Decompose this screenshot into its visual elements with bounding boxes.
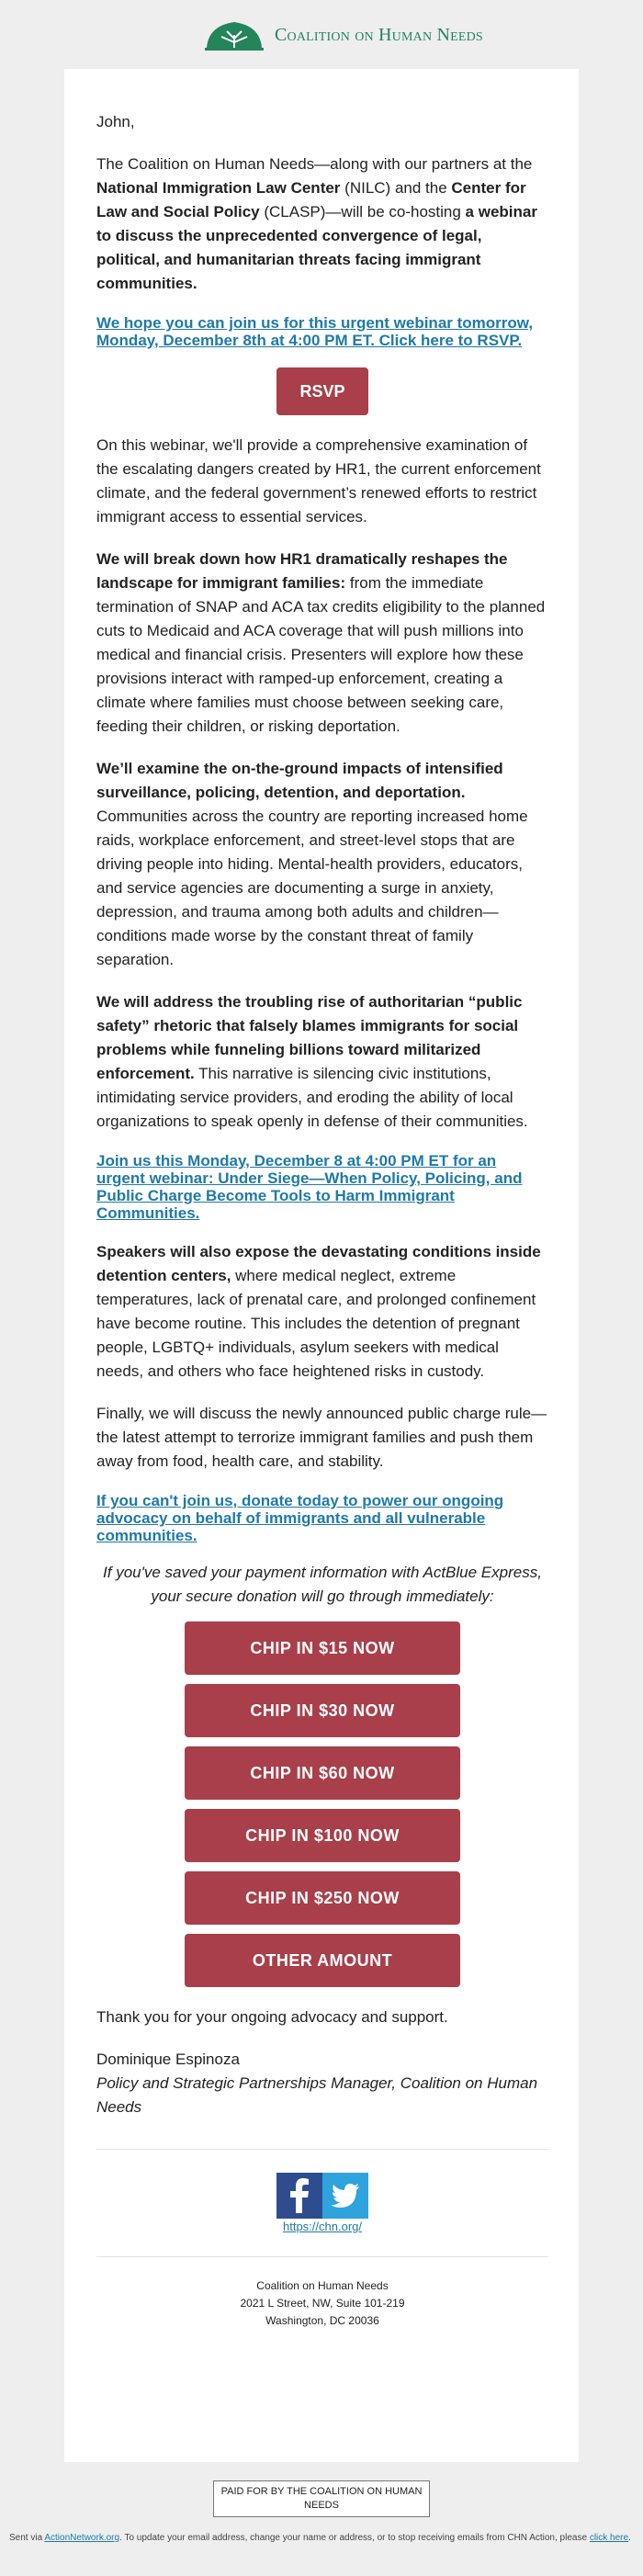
footer-text-1: Sent via [9, 2533, 45, 2543]
address-line-1: Coalition on Human Needs [256, 2279, 389, 2292]
tree-logo-icon [201, 17, 267, 53]
hr1-paragraph [96, 548, 548, 739]
email-header [0, 0, 643, 69]
address-line-2: 2021 L Street, NW, Suite 101-219 [240, 2297, 405, 2310]
social-links [96, 2173, 548, 2219]
rhetoric-text: This narrative is silencing civic institutions, intimidating service providers, and eroding the ability of local organizations to speak openly in defense of their communities. [96, 1065, 528, 1130]
detention-paragraph [96, 1240, 548, 1384]
hr1-heading: We will break down how HR1 dramatically reshapes the landscape for immigrant families: [96, 550, 508, 592]
email-body [96, 110, 548, 2330]
rsvp-button[interactable]: RSVP [276, 367, 368, 415]
twitter-icon[interactable] [322, 2173, 368, 2219]
signer-title: Policy and Strategic Partnerships Manager, Coalition on Human Needs [96, 2074, 538, 2116]
detention-heading: Speakers will also expose the devastating conditions inside detention centers, [96, 1243, 541, 1284]
email-card [64, 69, 579, 2462]
webinar-link[interactable]: Join us this Monday, December 8 at 4:00 PM ET for an urgent webinar: Under Siege—When Policy, Policing, and Public Charge Become Tools to Harm Immigrant Communities. [96, 1152, 523, 1222]
intro-clasp: Center for Law and Social Policy [96, 179, 526, 220]
action-network-link[interactable]: ActionNetwork.org [44, 2533, 120, 2543]
chip-in-100-button[interactable]: CHIP IN $100 NOW [185, 1809, 460, 1862]
paid-for-disclaimer: PAID FOR BY THE COALITION ON HUMAN NEEDS [213, 2480, 430, 2517]
footer-text-3: . [628, 2533, 631, 2543]
public-charge-paragraph: Finally, we will discuss the newly announced public charge rule—the latest attempt to terrorize immigrant families and push them away from food, health care, and stability. [96, 1405, 547, 1470]
facebook-icon[interactable] [276, 2173, 322, 2219]
org-logo[interactable] [201, 17, 483, 53]
greeting: John, [96, 113, 135, 130]
org-name: Coalition on Human Needs [275, 24, 483, 45]
intro-text-3: (CLASP)—will be co-hosting [259, 203, 466, 220]
chip-in-250-button[interactable]: CHIP IN $250 NOW [185, 1871, 460, 1925]
address-line-3: Washington, DC 20036 [265, 2314, 379, 2327]
actblue-note: If you've saved your payment information with ActBlue Express, your secure donation will go through immediately: [103, 1564, 542, 1605]
divider-2 [96, 2256, 548, 2257]
impacts-text: Communities across the country are reporting increased home raids, workplace enforcement, and street-level stops that are driving people into hiding. Mental-health providers, educators, and service agencies are documenting a surge in anxiety, depression, and trauma among both adults and children—conditions made worse by the constant threat of family separation. [96, 808, 528, 968]
donate-link[interactable]: If you can't join us, donate today to power our ongoing advocacy on behalf of immigrants and all vulnerable communities. [96, 1492, 504, 1544]
website-link[interactable]: https://chn.org/ [283, 2220, 362, 2233]
hr1-text: from the immediate termination of SNAP and ACA tax credits eligibility to the planned cuts to Medicaid and ACA coverage that will push millions into medical and financial crisis. Presenters will explore how these provisions interact with ramped-up enforcement, creating a climate where families must choose between seeking care, feeding their children, or risking deportation. [96, 574, 546, 735]
unsubscribe-link[interactable]: click here [589, 2533, 629, 2543]
divider [96, 2149, 548, 2150]
impacts-paragraph [96, 757, 548, 972]
chip-in-15-button[interactable]: CHIP IN $15 NOW [185, 1621, 460, 1675]
rhetoric-heading: We will address the troubling rise of authoritarian “public safety” rhetoric that falsely blames immigrants for social problems while funneling billions toward militarized enforcement. [96, 993, 523, 1082]
intro-text-1: The Coalition on Human Needs—along with our partners at the [96, 155, 533, 173]
mailing-address [96, 2277, 548, 2330]
email-footer [9, 2531, 634, 2545]
detention-text: where medical neglect, extreme temperatures, lack of prenatal care, and prolonged confinement have become routine. This includes the detention of pregnant people, LGBTQ+ individuals, asylum seekers with medical needs, and others who face heightened risks in custody. [96, 1267, 536, 1380]
intro-bold-summary: a webinar to discuss the unprecedented convergence of legal, political, and humanitarian threats facing immigrant communities. [96, 203, 537, 292]
signer-name: Dominique Espinoza [96, 2051, 240, 2068]
other-amount-button[interactable]: OTHER AMOUNT [185, 1934, 460, 1987]
rhetoric-paragraph [96, 990, 548, 1134]
donation-buttons [96, 1621, 548, 1987]
intro-nilc: National Immigration Law Center [96, 179, 341, 197]
impacts-heading: We’ll examine the on-the-ground impacts of intensified surveillance, policing, detention, and deportation. [96, 760, 503, 801]
footer-text-2: . To update your email address, change your name or address, or to stop receiving emails from CHN Action, please [119, 2533, 590, 2543]
overview-paragraph: On this webinar, we'll provide a comprehensive examination of the escalating dangers created by HR1, the current enforcement climate, and the federal government’s renewed efforts to restrict immigrant access to essential services. [96, 436, 541, 525]
chip-in-30-button[interactable]: CHIP IN $30 NOW [185, 1684, 460, 1737]
intro-text-2: (NILC) and the [340, 179, 452, 197]
rsvp-link[interactable]: We hope you can join us for this urgent webinar tomorrow, Monday, December 8th at 4:00 PM ET. Click here to RSVP. [96, 314, 534, 349]
intro-paragraph [96, 153, 548, 296]
thanks-text: Thank you for your ongoing advocacy and support. [96, 2008, 448, 2026]
chip-in-60-button[interactable]: CHIP IN $60 NOW [185, 1746, 460, 1800]
